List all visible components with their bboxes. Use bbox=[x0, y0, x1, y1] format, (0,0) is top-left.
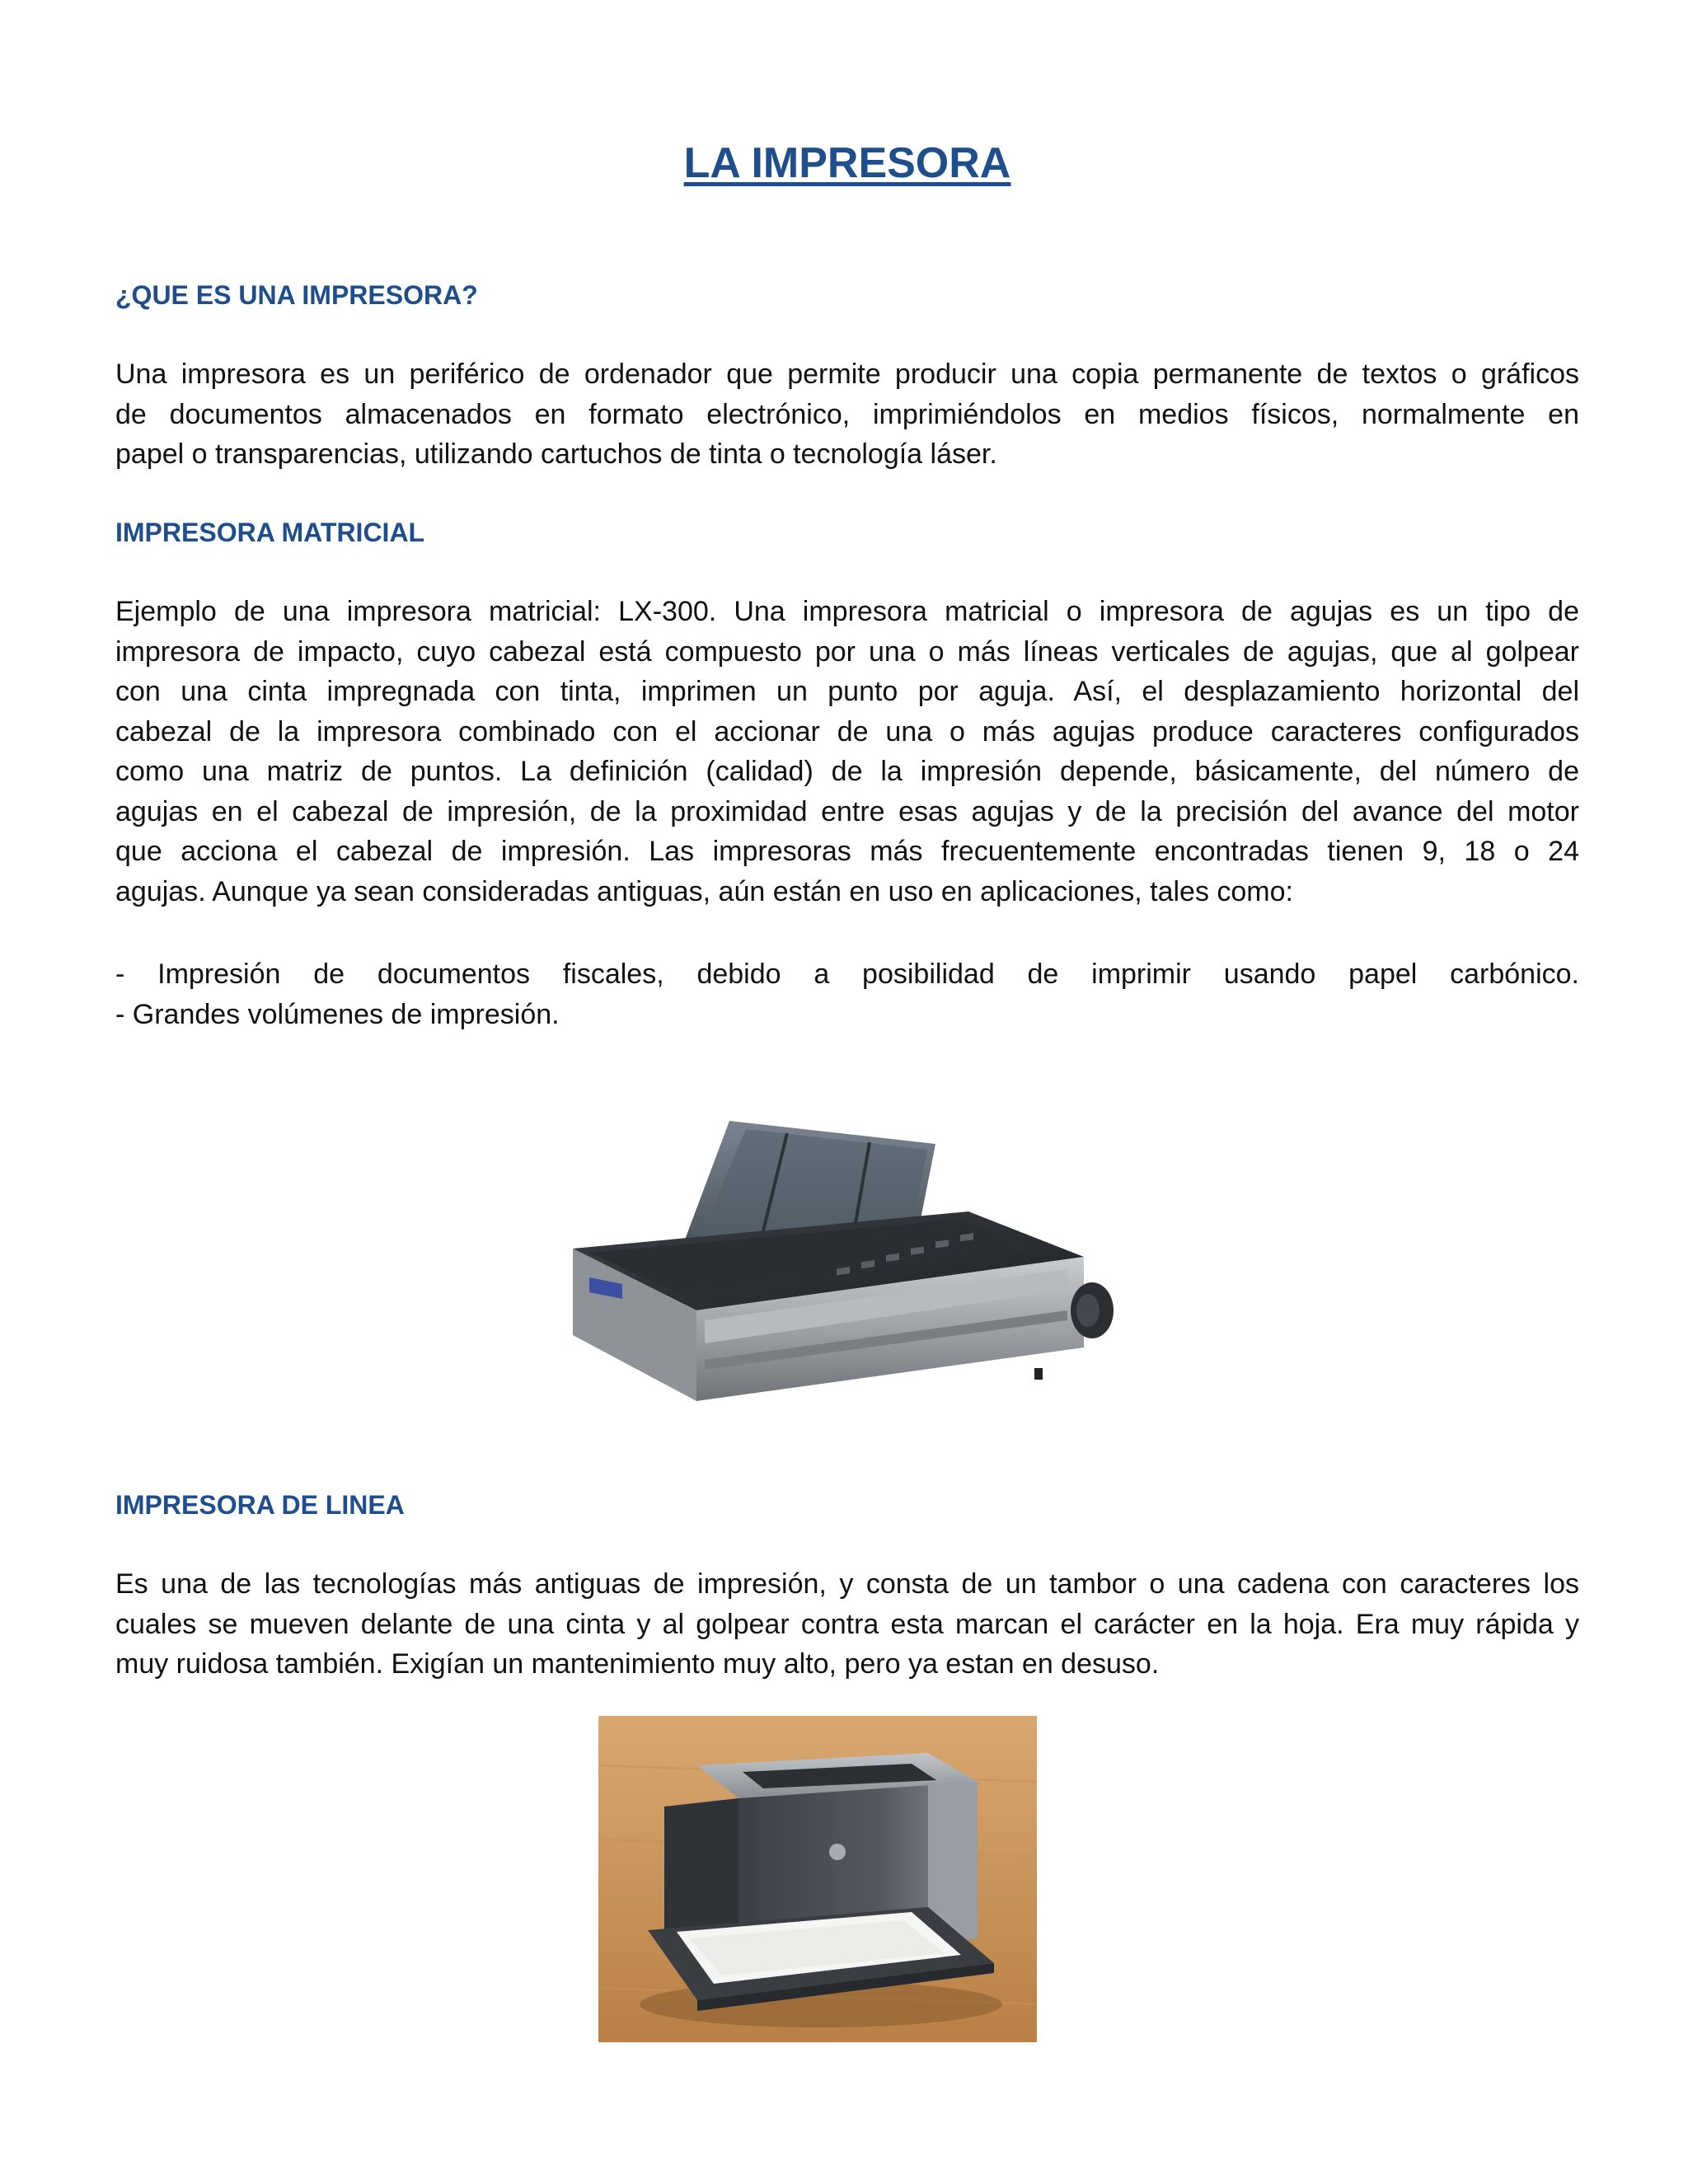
paragraph-linea bbox=[115, 1564, 1579, 1685]
list-item: - Impresión de documentos fiscales, debido a posibilidad de imprimir usando papel carbónico. bbox=[115, 958, 1579, 990]
heading-que-es-una-impresora: ¿QUE ES UNA IMPRESORA? bbox=[115, 280, 478, 310]
paragraph-definition bbox=[115, 354, 1579, 475]
paragraph-line: impresora de impacto, cuyo cabezal está compuesto por una o más líneas verticales de agujas, que al golpear bbox=[115, 635, 1579, 668]
paragraph-line: Es una de las tecnologías más antiguas de impresión, y consta de un tambor o una cadena con caracteres los bbox=[115, 1568, 1579, 1600]
paragraph-line: muy ruidosa también. Exigían un mantenimiento muy alto, pero ya estan en desuso. bbox=[115, 1648, 1160, 1680]
paragraph-line: de documentos almacenados en formato electrónico, imprimiéndolos en medios físicos, normalmente en bbox=[115, 398, 1579, 430]
paragraph-line: agujas en el cabezal de impresión, de la proximidad entre esas agujas y de la precisión del avance del motor bbox=[115, 795, 1579, 827]
paragraph-line: papel o transparencias, utilizando cartuchos de tinta o tecnología láser. bbox=[115, 438, 997, 470]
paragraph-line: cabezal de la impresora combinado con el accionar de una o más agujas produce caracteres configurados bbox=[115, 715, 1579, 748]
paragraph-matricial bbox=[115, 592, 1579, 912]
paragraph-line: cuales se mueven delante de una cinta y al golpear contra esta marcan el carácter en la hoja. Era muy rápida y bbox=[115, 1608, 1579, 1640]
document-page bbox=[115, 0, 1579, 2184]
laser-printer-image bbox=[598, 1716, 1037, 2042]
paragraph-line: con una cinta impregnada con tinta, imprimen un punto por aguja. Así, el desplazamiento horizontal del bbox=[115, 676, 1579, 707]
heading-impresora-de-linea: IMPRESORA DE LINEA bbox=[115, 1490, 405, 1520]
list-matricial-uses bbox=[115, 954, 1579, 1034]
dot-matrix-printer-image bbox=[540, 1104, 1117, 1434]
paragraph-line: como una matriz de puntos. La definición (calidad) de la impresión depende, básicamente, del número de bbox=[115, 756, 1579, 787]
document-title: LA IMPRESORA bbox=[683, 139, 1011, 187]
paragraph-line: Una impresora es un periférico de ordenador que permite producir una copia permanente de textos o gráficos bbox=[115, 359, 1579, 390]
list-item: - Grandes volúmenes de impresión. bbox=[115, 998, 560, 1030]
heading-impresora-matricial: IMPRESORA MATRICIAL bbox=[115, 518, 425, 547]
paragraph-line: agujas. Aunque ya sean consideradas antiguas, aún están en uso en aplicaciones, tales como: bbox=[115, 875, 1293, 907]
paragraph-line: Ejemplo de una impresora matricial: LX-300. Una impresora matricial o impresora de agujas es un tipo de bbox=[115, 596, 1579, 627]
paragraph-line: que acciona el cabezal de impresión. Las impresoras más frecuentemente encontradas tienen 9, 18 o 24 bbox=[115, 836, 1579, 867]
